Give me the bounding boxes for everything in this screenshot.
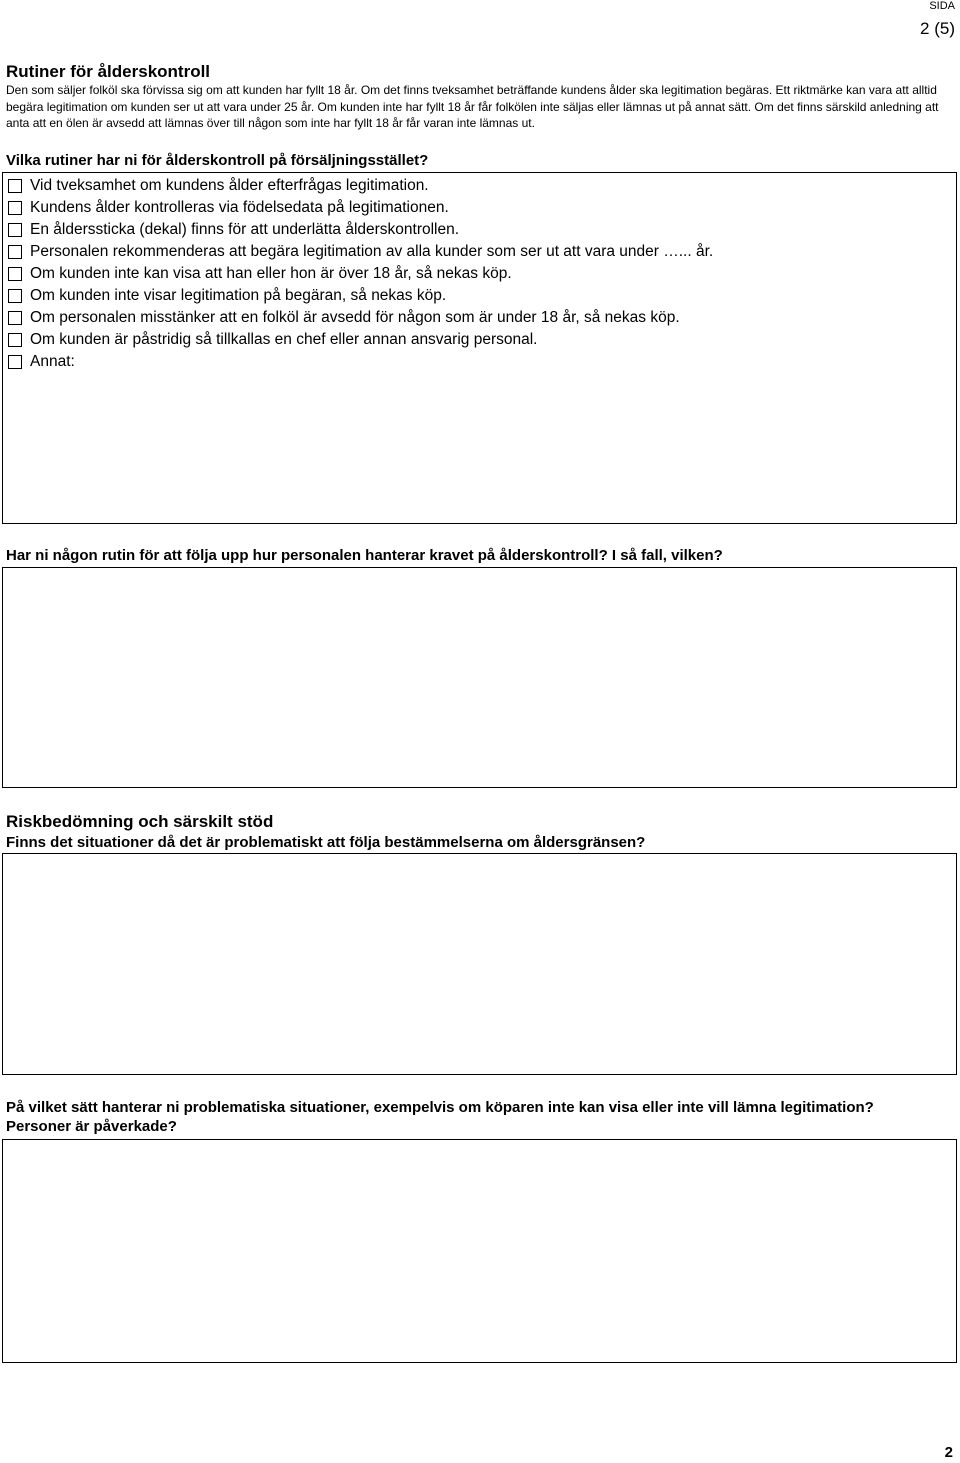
option-label: Personalen rekommenderas att begära legitimation av alla kunder som ser ut att vara under …... år. [30, 243, 714, 260]
option-label: En ålderssticka (dekal) finns för att underlätta ålderskontrollen. [30, 221, 460, 238]
option-label: Kundens ålder kontrolleras via födelsedata på legitimationen. [30, 199, 449, 216]
section-title-age-control: Rutiner för ålderskontroll [6, 62, 211, 81]
handling-answer-box[interactable] [2, 1139, 957, 1363]
checkbox[interactable] [8, 333, 22, 347]
checkbox[interactable] [8, 179, 22, 193]
routine-option[interactable] [8, 175, 713, 197]
question-routines: Vilka rutiner har ni för ålderskontroll på försäljningsstället? [6, 152, 429, 169]
problem-situations-answer-box[interactable] [2, 853, 957, 1075]
routine-option[interactable] [8, 307, 713, 329]
routine-option[interactable] [8, 197, 713, 219]
question-problem-situations: Finns det situationer då det är problematiskt att följa bestämmelserna om åldersgränsen? [6, 834, 646, 851]
checkbox[interactable] [8, 289, 22, 303]
option-label: Om kunden är påstridig så tillkallas en chef eller annan ansvarig personal. [30, 331, 538, 348]
handling-answer-field[interactable] [3, 1140, 956, 1362]
checkbox[interactable] [8, 267, 22, 281]
option-label: Om personalen misstänker att en folköl är avsedd för någon som är under 18 år, så nekas köp. [30, 309, 680, 326]
routines-checkbox-list [8, 175, 713, 373]
problem-situations-answer-field[interactable] [3, 854, 956, 1074]
routine-option[interactable] [8, 263, 713, 285]
page-count: 2 (5) [920, 19, 955, 38]
question-followup: Har ni någon rutin för att följa upp hur personalen hanterar kravet på ålderskontroll? I så fall, vilken? [6, 547, 723, 564]
option-label: Vid tveksamhet om kundens ålder efterfrågas legitimation. [30, 177, 429, 194]
routine-option[interactable] [8, 219, 713, 241]
option-label: Om kunden inte visar legitimation på begäran, så nekas köp. [30, 287, 447, 304]
option-label: Annat: [30, 353, 75, 370]
option-label: Om kunden inte kan visa att han eller hon är över 18 år, så nekas köp. [30, 265, 512, 282]
footer-page-number: 2 [944, 1444, 953, 1461]
checkbox[interactable] [8, 245, 22, 259]
followup-answer-field[interactable] [3, 568, 956, 787]
routine-option[interactable] [8, 241, 713, 263]
sida-label: SIDA [929, 0, 955, 12]
question-handling: På vilket sätt hanterar ni problematiska situationer, exempelvis om köparen inte kan visa eller inte vill lämna legitimation? Personer är påverkade? [6, 1099, 874, 1135]
routine-option[interactable] [8, 285, 713, 307]
checkbox[interactable] [8, 355, 22, 369]
followup-answer-box[interactable] [2, 567, 957, 788]
checkbox[interactable] [8, 311, 22, 325]
intro-paragraph: Den som säljer folköl ska förvissa sig om att kunden har fyllt 18 år. Om det finns tveksamhet beträffande kundens ålder ska legitimation begäras. Ett riktmärke kan vara att alltid begära legitimation om kunden ser ut att vara under 25 år. Om kunden inte har fyllt 18 år får folkölen inte säljas eller lämnas ut på annat sätt. Om det finns särskild anledning att anta att en ölen är avsedd att lämnas över till någon som inte har fyllt 18 år får varan inte lämnas ut. [6, 83, 939, 130]
checkbox[interactable] [8, 201, 22, 215]
routine-option-other[interactable] [8, 351, 713, 373]
section-title-risk: Riskbedömning och särskilt stöd [6, 812, 274, 831]
routine-option[interactable] [8, 329, 713, 351]
checkbox[interactable] [8, 223, 22, 237]
